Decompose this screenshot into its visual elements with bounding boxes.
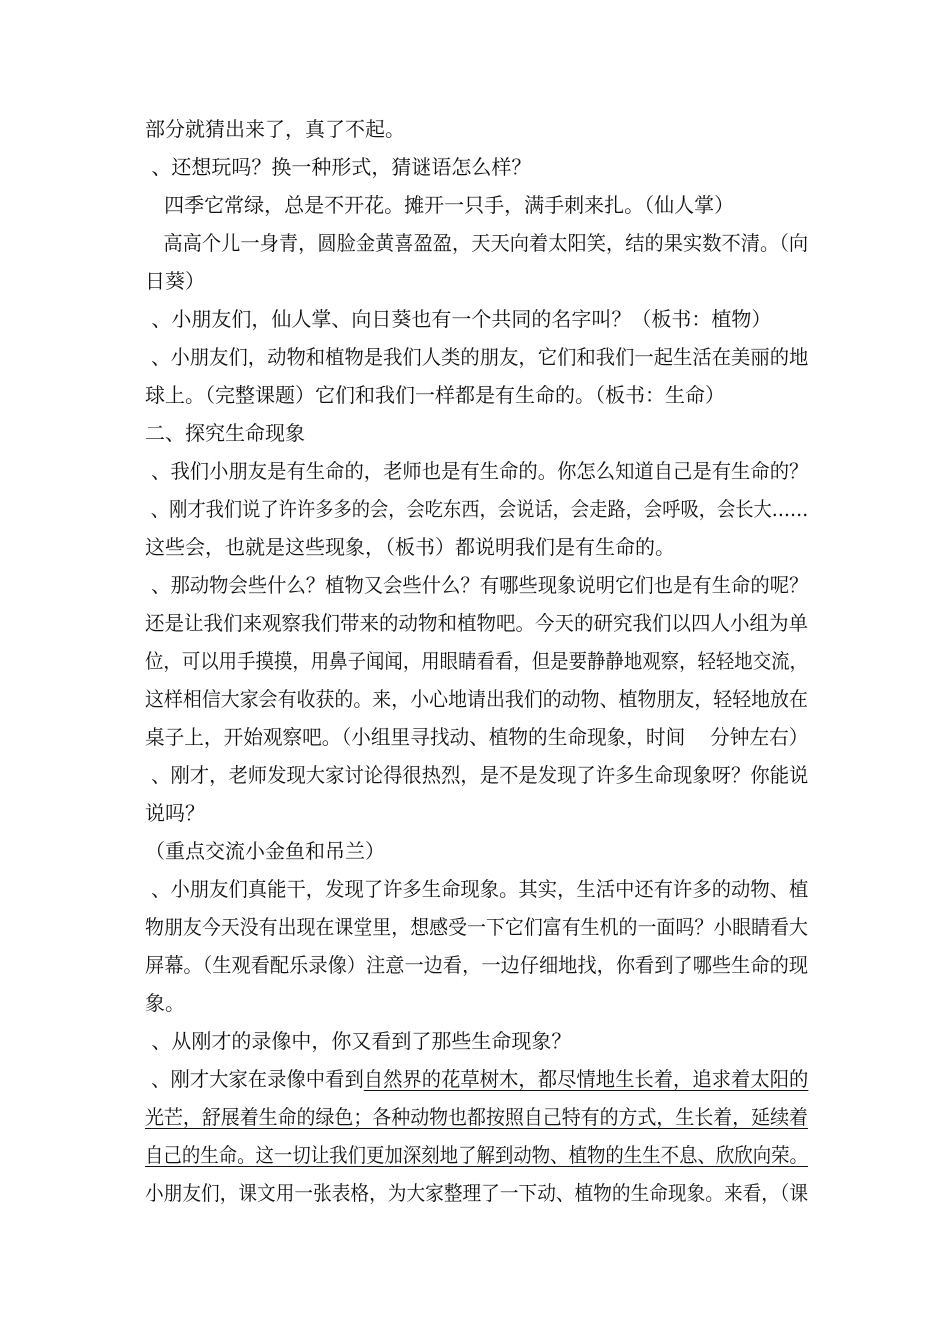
text-line (145, 649, 808, 673)
text-segment: 、刚才，老师发现大家讨论得很热烈，是不是发现了许多生命现象呀？你能说 (145, 763, 809, 787)
text-line (145, 725, 808, 749)
text-segment: 、我们小朋友是有生命的，老师也是有生命的。你怎么知道自己是有生命的？ (145, 459, 809, 483)
text-segment: （重点交流小金鱼和吊兰） (145, 839, 385, 863)
text-segment: 四季它常绿，总是不开花。摊开一只手，满手刺来扎。（仙人掌） (145, 193, 735, 217)
text-line (145, 383, 725, 407)
text-line (145, 763, 808, 787)
text-line (145, 611, 808, 635)
text-segment: 部分就猜出来了，真了不起。 (145, 117, 405, 141)
text-segment: 日葵） (145, 269, 205, 293)
text-line (145, 953, 808, 977)
text-line (145, 307, 771, 331)
text-segment: 二、探究生命现象 (145, 421, 305, 445)
text-segment: 说吗？ (145, 801, 205, 825)
text-line (145, 877, 808, 901)
text-line (145, 801, 205, 825)
text-line (145, 1105, 808, 1129)
text-segment: 、小朋友们，仙人掌、向日葵也有一个共同的名字叫？（板书：植物） (145, 307, 772, 331)
text-segment: 、那动物会些什么？植物又会些什么？有哪些现象说明它们也是有生命的呢？ (145, 573, 809, 597)
underlined-text: 自己的生命。这一切让我们更加深刻地了解到动物、植物的生生不息、欣欣向荣。 (145, 1143, 808, 1167)
text-line (145, 231, 808, 255)
text-line (145, 573, 808, 597)
text-segment: 、刚才我们说了许许多多的会，会吃东西，会说话，会走路，会呼吸，会长大…… (145, 497, 809, 521)
text-segment: 、从刚才的录像中，你又看到了那些生命现象？ (145, 1029, 572, 1053)
underlined-text: 自然界的花草树木，都尽情地生长着，追求着太阳的 (363, 1067, 809, 1091)
text-line (145, 839, 385, 863)
text-line (145, 687, 808, 711)
text-segment: 、小朋友们真能干，发现了许多生命现象。其实，生活中还有许多的动物、植 (145, 877, 809, 901)
text-segment: 小朋友们，课文用一张表格，为大家整理了一下动、植物的生命现象。来看，（课 (145, 1181, 808, 1205)
text-segment: 、小朋友们，动物和植物是我们人类的朋友，它们和我们一起生活在美丽的地 (145, 345, 809, 369)
text-segment: 球上。（完整课题）它们和我们一样都是有生命的。（板书：生命） (145, 383, 725, 407)
text-line (145, 1143, 808, 1167)
text-line (145, 193, 734, 217)
section-heading (145, 421, 305, 445)
text-segment: 还是让我们来观察我们带来的动物和植物吧。今天的研究我们以四人小组为单 (145, 611, 808, 635)
text-line (145, 345, 808, 369)
text-line (145, 535, 675, 559)
text-line (145, 1181, 808, 1205)
text-line (145, 497, 808, 521)
text-segment: 物朋友今天没有出现在课堂里，想感受一下它们富有生机的一面吗？小眼睛看大 (145, 915, 808, 939)
text-segment: 桌子上，开始观察吧。（小组里寻找动、植物的生命现象，时间 分钟左右） (145, 725, 809, 749)
text-line (145, 915, 808, 939)
text-line (145, 1029, 571, 1053)
underlined-text: 光芒，舒展着生命的绿色；各种动物也都按照自己特有的方式，生长着，延续着 (145, 1105, 808, 1129)
text-line (145, 1067, 808, 1091)
text-line (145, 459, 808, 483)
text-segment: 高高个儿一身青，圆脸金黄喜盈盈，天天向着太阳笑，结的果实数不清。（向 (145, 231, 809, 255)
text-segment: 这些会，也就是这些现象，（板书）都说明我们是有生命的。 (145, 535, 675, 559)
text-segment: 屏幕。（生观看配乐录像）注意一边看，一边仔细地找，你看到了哪些生命的现 (145, 953, 809, 977)
text-line (145, 155, 531, 179)
text-segment: 、刚才大家在录像中看到 (145, 1067, 364, 1091)
text-segment: 、还想玩吗？换一种形式，猜谜语怎么样？ (145, 155, 532, 179)
text-segment: 象。 (145, 991, 185, 1015)
text-segment: 这样相信大家会有收获的。来，小心地请出我们的动物、植物朋友，轻轻地放在 (145, 687, 808, 711)
text-segment: 位，可以用手摸摸，用鼻子闻闻，用眼睛看看，但是要静静地观察，轻轻地交流， (145, 649, 808, 673)
text-line (145, 269, 205, 293)
text-line (145, 117, 405, 141)
text-line (145, 991, 185, 1015)
